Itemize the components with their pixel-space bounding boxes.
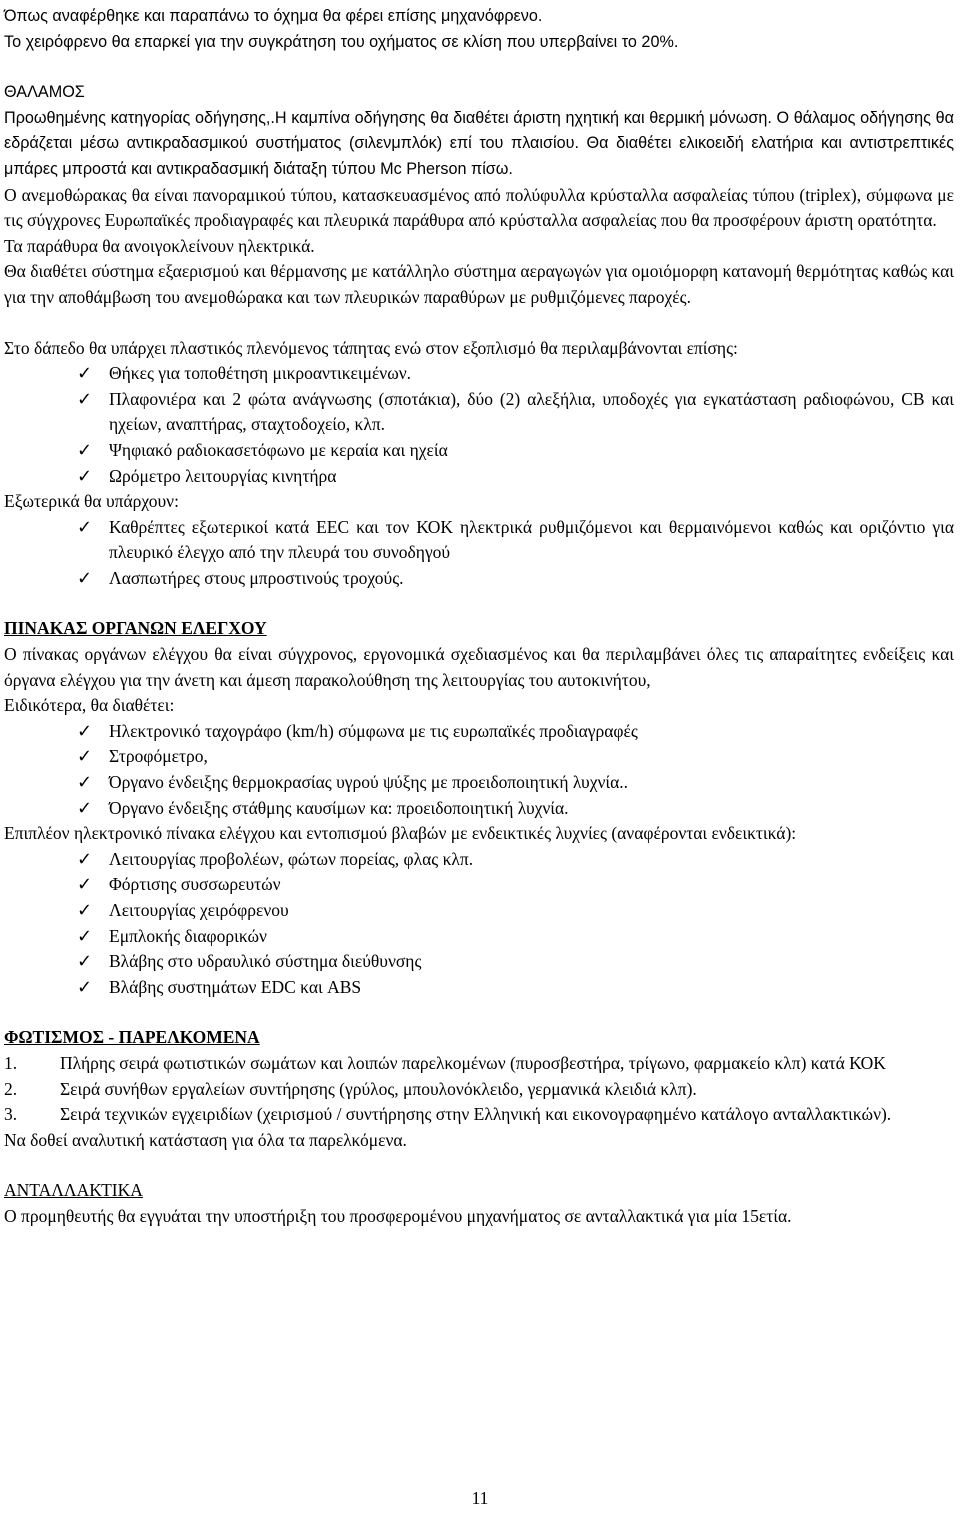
dashboard-paragraph-2: Ειδικότερα, θα διαθέτει: bbox=[4, 695, 175, 716]
list-item: ✓ Βλάβης στο υδραυλικό σύστημα διεύθυνσης bbox=[4, 949, 954, 975]
floor-equipment-list bbox=[4, 361, 954, 489]
list-item: ✓ Φόρτισης συσσωρευτών bbox=[4, 872, 954, 898]
list-item: 2. Σειρά συνήθων εργαλείων συντήρησης (γρύλος, μπουλονόκλειδο, γερμανικά κλειδιά κλπ). bbox=[4, 1078, 697, 1099]
spacer bbox=[4, 311, 954, 336]
external-intro: Εξωτερικά θα υπάρχουν: bbox=[4, 491, 179, 512]
cab-section bbox=[4, 80, 954, 182]
list-item: ✓ Θήκες για τοποθέτηση μικροαντικειμένων. bbox=[4, 361, 954, 387]
external-equipment-list bbox=[4, 515, 954, 592]
list-item: ✓ Λασπωτήρες στους μπροστινούς τροχούς. bbox=[4, 566, 954, 592]
dashboard-indicators-list bbox=[4, 847, 954, 1001]
checkmark-icon: ✓ bbox=[77, 976, 93, 998]
floor-intro: Στο δάπεδο θα υπάρχει πλαστικός πλενόμενος τάπητας ενώ στον εξοπλισμό θα περιλαμβάνονται επίσης: bbox=[4, 337, 738, 358]
page-number: 11 bbox=[471, 1488, 489, 1508]
spacer bbox=[4, 1153, 954, 1178]
checkmark-icon: ✓ bbox=[77, 388, 93, 410]
cab-paragraph-3: Τα παράθυρα θα ανοιγοκλείνουν ηλεκτρικά. bbox=[4, 235, 315, 256]
list-item: ✓ Πλαφονιέρα και 2 φώτα ανάγνωσης (σποτάκια), δύο (2) αλεξήλια, υποδοχές για εγκατάσταση ραδιοφώνου, CB και ηχείων, αναπτήρας, σταχτοδοχείο, κλπ. bbox=[77, 388, 954, 435]
checkmark-icon: ✓ bbox=[77, 772, 93, 794]
list-item: ✓ Στροφόμετρο, bbox=[4, 744, 954, 770]
checkmark-icon: ✓ bbox=[77, 900, 93, 921]
checkmark-icon: ✓ bbox=[77, 567, 93, 589]
lighting-note: Να δοθεί αναλυτική κατάσταση για όλα τα παρελκόμενα. bbox=[4, 1129, 407, 1150]
list-item: ✓ Ψηφιακό ραδιοκασετόφωνο με κεραία και ηχεία bbox=[4, 438, 954, 464]
intro-line-2: Το χειρόφρενο θα επαρκεί για την συγκράτηση του οχήματος σε κλίση που υπερβαίνει το 20%. bbox=[4, 32, 679, 51]
list-item: ✓ Όργανο ένδειξης στάθμης καυσίμων κα: προειδοποιητική λυχνία. bbox=[4, 796, 954, 822]
list-item: 1. Πλήρης σειρά φωτιστικών σωμάτων και λοιπών παρελκομένων (πυροσβεστήρα, τρίγωνο, φαρμακείο κλπ) κατά ΚΟΚ bbox=[4, 1052, 886, 1073]
checkmark-icon: ✓ bbox=[77, 951, 93, 973]
checkmark-icon: ✓ bbox=[77, 746, 93, 768]
list-item: ✓ Όργανο ένδειξης θερμοκρασίας υγρού ψύξης με προειδοποιητική λυχνία.. bbox=[4, 770, 954, 796]
cab-paragraph-2: Ο ανεμοθώρακας θα είναι πανοραμικού τύπου, κατασκευασμένος από πολύφυλλα κρύσταλλα ασφαλείας τύπου (triplex), σύμφωνα με τις σύγχρονες Ευρωπαϊκές προδιαγραφές και πλευρικά παράθυρα από κρύσταλλα ασφαλείας που θα προσφέρουν άριστη ορατότητα. bbox=[4, 184, 954, 231]
dashboard-instruments-list bbox=[4, 719, 954, 821]
spacer bbox=[4, 55, 954, 80]
checkmark-icon: ✓ bbox=[77, 925, 93, 947]
checkmark-icon: ✓ bbox=[77, 797, 93, 819]
dashboard-paragraph-1: Ο πίνακας οργάνων ελέγχου θα είναι σύγχρονος, εργονομικά σχεδιασμένος και θα περιλαμβάνει όλες τις απαραίτητες ενδείξεις και όργανα ελέγχου για την άνετη και άμεση παρακολούθηση της λειτουργίας του αυτοκινήτου, bbox=[4, 644, 954, 690]
cab-title: ΘΑΛΑΜΟΣ bbox=[4, 83, 85, 102]
spacer bbox=[4, 591, 954, 616]
spares-title: ΑΝΤΑΛΛΑΚΤΙΚΑ bbox=[4, 1180, 143, 1201]
intro-line-1: Όπως αναφέρθηκε και παραπάνω το όχημα θα φέρει επίσης μηχανόφρενο. bbox=[4, 7, 543, 25]
list-item: 3. Σειρά τεχνικών εγχειριδίων (χειρισμού / συντήρησης στην Ελληνική και εικονογραφημένο κατάλογο ανταλλακτικών). bbox=[4, 1104, 892, 1125]
cab-paragraph-1: Προωθημένης κατηγορίας οδήγησης,.Η καμπίνα οδήγησης θα διαθέτει άριστη ηχητική και θερμική μόνωση. Ο θάλαμος οδήγησης θα εδράζεται μέσω αντικραδασμικού συστήματος (σιλενμπλόκ) επί του πλαισίου. Θα διαθέτει ελικοειδή ελατήρια και αντιστρεπτικές μπάρες μπροστά και αντικραδασμική διάταξη τύπου Mc Pherson πίσω. bbox=[4, 108, 954, 178]
list-item: ✓ Λειτουργίας χειρόφρενου bbox=[4, 898, 954, 924]
list-item: ✓ Εμπλοκής διαφορικών bbox=[4, 924, 954, 950]
intro-section bbox=[4, 4, 954, 55]
lighting-list bbox=[4, 1051, 954, 1128]
list-item: ✓ Βλάβης συστημάτων EDC και ABS bbox=[4, 975, 954, 1001]
checkmark-icon: ✓ bbox=[77, 465, 93, 487]
dashboard-title: ΠΙΝΑΚΑΣ ΟΡΓΑΝΩΝ ΕΛΕΓΧΟΥ bbox=[4, 618, 267, 639]
list-item: ✓ Ωρόμετρο λειτουργίας κινητήρα bbox=[4, 464, 954, 490]
list-item: ✓ Ηλεκτρονικό ταχογράφο (km/h) σύμφωνα με τις ευρωπαϊκές προδιαγραφές bbox=[4, 719, 954, 745]
checkmark-icon: ✓ bbox=[77, 848, 93, 870]
lighting-title: ΦΩΤΙΣΜΟΣ - ΠΑΡΕΛΚΟΜΕΝΑ bbox=[4, 1027, 260, 1048]
checkmark-icon: ✓ bbox=[77, 439, 93, 461]
checkmark-icon: ✓ bbox=[77, 363, 93, 385]
dashboard-paragraph-3: Επιπλέον ηλεκτρονικό πίνακα ελέγχου και εντοπισμού βλαβών με ενδεικτικές λυχνίες (αναφέρονται ενδεικτικά): bbox=[4, 823, 797, 844]
cab-paragraph-4: Θα διαθέτει σύστημα εξαερισμού και θέρμανσης με κατάλληλο σύστημα αεραγωγών για ομοιόμορφη κατανομή θερμότητας καθώς και για την αποθάμβωση του ανεμοθώρακα και των πλευρικών παραθύρων με ρυθμιζόμενες παροχές. bbox=[4, 261, 954, 307]
spares-paragraph: Ο προμηθευτής θα εγγυάται την υποστήριξη του προσφερομένου μηχανήματος σε ανταλλακτικά για μία 15ετία. bbox=[4, 1205, 792, 1226]
checkmark-icon: ✓ bbox=[77, 720, 93, 742]
checkmark-icon: ✓ bbox=[77, 874, 93, 896]
list-item: ✓ Λειτουργίας προβολέων, φώτων πορείας, φλας κλπ. bbox=[4, 847, 954, 873]
checkmark-icon: ✓ bbox=[77, 516, 93, 538]
list-item: ✓ Καθρέπτες εξωτερικοί κατά ΕΕC και τον ΚΟΚ ηλεκτρικά ρυθμιζόμενοι και θερμαινόμενοι καθώς και οριζόντιο για πλευρικό έλεγχο από την πλευρά του συνοδηγού bbox=[77, 516, 954, 563]
spacer bbox=[4, 1000, 954, 1025]
